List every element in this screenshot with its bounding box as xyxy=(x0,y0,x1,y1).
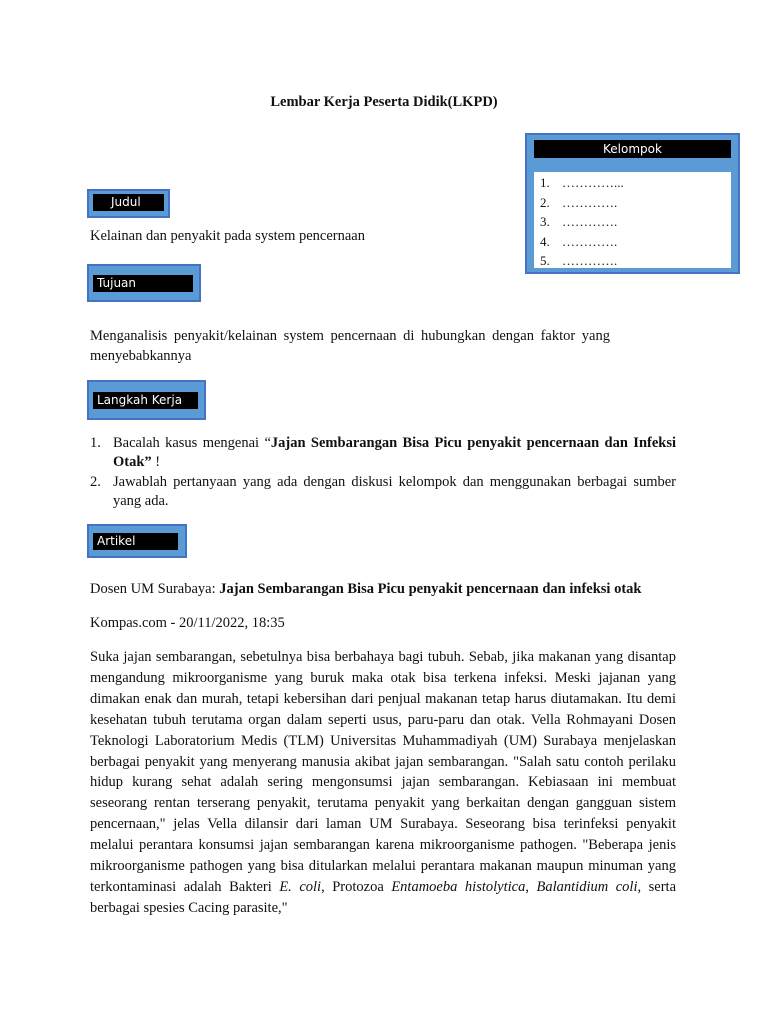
langkah-step: 1. Bacalah kasus mengenai “Jajan Sembarangan Bisa Picu penyakit pencernaan dan Infeksi Otak” ! xyxy=(90,435,677,470)
kelompok-member: 2. …………. xyxy=(540,194,618,210)
judul-text: Kelainan dan penyakit pada system pencernaan xyxy=(90,228,365,244)
kelompok-member: 4. …………. xyxy=(540,233,618,249)
tujuan-text: Menganalisis penyakit/kelainan system pencernaan di hubungkan dengan faktor yang menyebabkannya xyxy=(90,328,610,364)
article-source-prefix: Dosen UM Surabaya: xyxy=(90,581,220,597)
kelompok-member: 3. …………. xyxy=(540,214,618,229)
artikel-label-box xyxy=(87,524,187,558)
langkah-label-box xyxy=(87,380,206,420)
tujuan-label: Tujuan xyxy=(93,275,193,292)
kelompok-member: 5. …………. xyxy=(540,253,618,268)
artikel-label: Artikel xyxy=(93,533,178,550)
kelompok-box xyxy=(525,133,740,274)
langkah-steps-list xyxy=(90,434,676,512)
tujuan-label-box xyxy=(87,264,201,302)
article-dateline: Kompas.com - 20/11/2022, 18:35 xyxy=(90,615,285,631)
langkah-label: Langkah Kerja xyxy=(93,392,198,409)
article-headline-line xyxy=(90,579,690,599)
judul-label-box xyxy=(87,189,170,218)
document-title: Lembar Kerja Peserta Didik(LKPD) xyxy=(270,94,498,110)
kelompok-header: Kelompok xyxy=(534,140,731,158)
article-headline: Jajan Sembarangan Bisa Picu penyakit pencernaan dan infeksi otak xyxy=(219,581,642,597)
kelompok-member-list xyxy=(534,172,731,268)
article-body: Suka jajan sembarangan, sebetulnya bisa berbahaya bagi tubuh. Sebab, jika makanan yang disantap mengandung mikroorganisme yang buruk maka otak bisa terkena infeksi. Meski jajanan yang dimakan enak dan murah, tetapi kebersihan dari penjual makanan tetap harus diutamakan. Itu demi kesehatan tubuh terutama organ dalam seperti usus, paru-paru dan otak. Vella Rohmayani Dosen Teknologi Laboratorium Medis (TLM) Universitas Muhammadiyah (UM) Surabaya menjelaskan berbagai penyakit yang menyerang manusia akibat jajan sembarangan. "Salah satu contoh perilaku hidup kurang sehat adalah sering mengonsumsi jajan sembarangan. Kebiasaan ini membuat seseorang rentan terserang penyakit, terutama penyakit yang berkaitan dengan gangguan sistem pencernaan," jelas Vella dilansir dari laman UM Surabaya. Seseorang bisa terinfeksi penyakit melalui perantara konsumsi jajan sembarangan karena mikroorganisme pathogen. "Beberapa jenis mikroorganisme pathogen yang bisa ditularkan melalui perantara makanan maupun minuman yang terkontaminasi adalah Bakteri E. coli, Protozoa Entamoeba histolytica, Balantidium coli, serta berbagai spesies Cacing parasite," xyxy=(90,649,677,916)
judul-label: Judul xyxy=(93,194,164,211)
kelompok-member: 1. …………... xyxy=(540,175,624,190)
langkah-step: 2. Jawablah pertanyaan yang ada dengan diskusi kelompok dan menggunakan berbagai sumber yang ada. xyxy=(90,474,676,509)
